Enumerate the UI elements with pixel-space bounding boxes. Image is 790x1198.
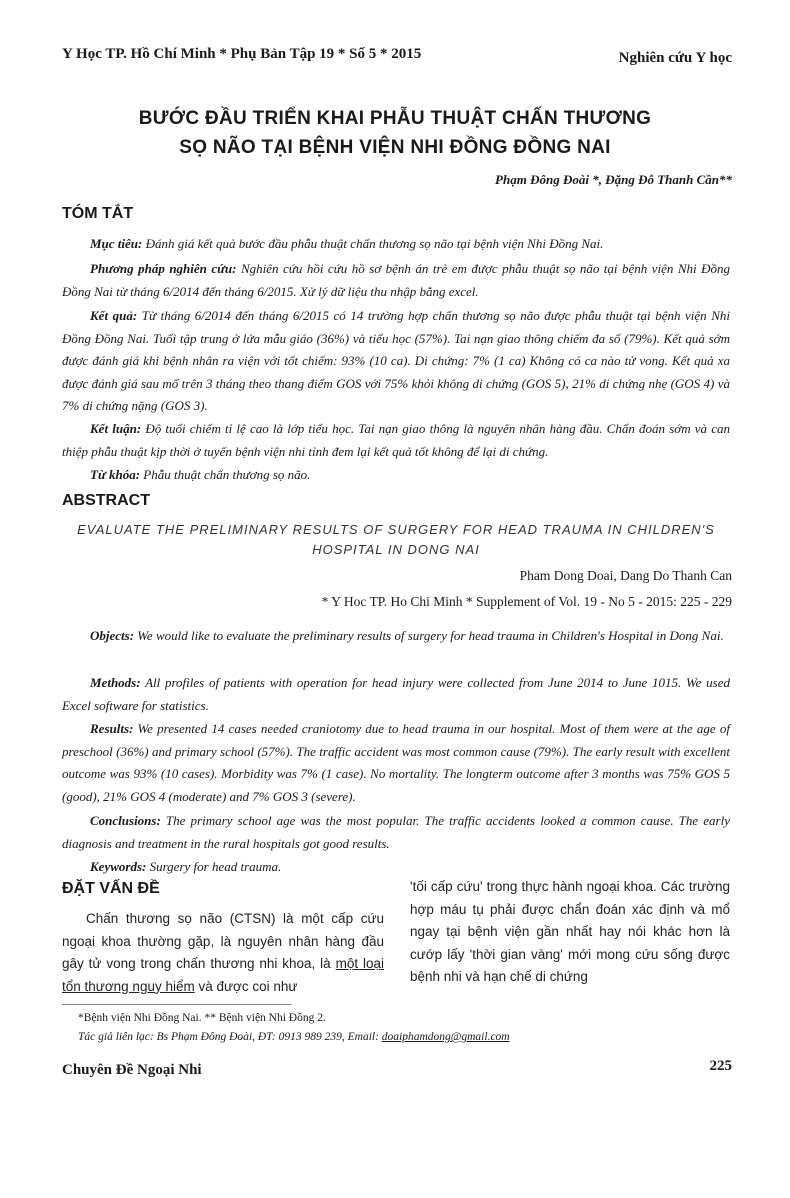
en-conclusions-text: The primary school age was the most popular. The traffic accidents looked a common cause. The early diagnosis and treatment in the rural hospitals got good results. — [62, 813, 730, 851]
vi-results-label: Kết quả: — [90, 308, 138, 323]
en-authors: Pham Dong Doai, Dang Do Thanh Can — [519, 568, 732, 583]
en-keywords-label: Keywords: — [90, 859, 147, 874]
paper-title-line-2: SỌ NÃO TẠI BỆNH VIỆN NHI ĐỒNG ĐỒNG NAI — [179, 137, 611, 158]
vi-objective — [62, 233, 730, 256]
en-methods — [62, 672, 730, 717]
vi-keywords — [62, 464, 730, 487]
footnote-divider — [62, 1004, 292, 1005]
en-conclusions — [62, 810, 730, 855]
vi-objective-label: Mục tiêu: — [90, 236, 143, 251]
en-title-line-2: HOSPITAL IN DONG NAI — [312, 542, 480, 557]
en-objects-text: We would like to evaluate the preliminary results of surgery for head trauma in Children's Hospital in Dong Nai. — [134, 628, 724, 643]
vi-methods-text: Nghiên cứu hồi cứu hồ sơ bệnh án trẻ em được phẫu thuật sọ não tại bệnh viện Nhi Đồng Đồng Nai từ tháng 6/2014 đến tháng 6/2015. Xử lý dữ liệu thu nhập bằng excel. — [62, 261, 730, 299]
vi-results-text: Từ tháng 6/2014 đến tháng 6/2015 có 14 trường hợp chấn thương sọ não được phẫu thuật tại bệnh viện Nhi Đồng Đồng Nai. Tuổi tập trung ở lứa mẫu giáo (36%) và tiểu học (57%). Tai nạn giao thông chiếm đa số (79%). Kết quả sớm được đánh giá khi bệnh nhân ra viện với tốt chiếm: 93% (10 ca). Di chứng: 7% (1 ca) Không có ca nào tử vong. Kết quả xa được đánh giá sau mổ trên 3 tháng theo thang điểm GOS với 75% khỏi không di chứng (GOS 5), 21% di chứng nhẹ (GOS 4) và 7% di chứng nặng (GOS 3). — [62, 308, 730, 413]
en-methods-label: Methods: — [90, 675, 141, 690]
en-keywords-text: Surgery for head trauma. — [146, 859, 282, 874]
en-objects — [62, 625, 730, 648]
vi-abstract-heading: TÓM TẮT — [62, 205, 134, 222]
vi-methods-label: Phương pháp nghiên cứu: — [90, 261, 237, 276]
section-header: Nghiên cứu Y học — [618, 50, 732, 66]
email-label: Email: — [347, 1031, 379, 1043]
affiliations-footnote: *Bệnh viện Nhi Đồng Nai. ** Bệnh viện Nhi Đồng 2. — [78, 1012, 326, 1024]
vi-keywords-text: Phẫu thuật chấn thương sọ não. — [140, 467, 311, 482]
en-results — [62, 718, 730, 808]
contact-text: Bs Phạm Đông Đoài, ĐT: 0913 989 239, — [153, 1031, 348, 1043]
vi-conclusion-text: Độ tuổi chiếm tỉ lệ cao là lớp tiểu học. Tai nạn giao thông là nguyên nhân hàng đầu. Chẩn đoán sớm và can thiệp phẫu thuật kịp thời ở tuyến bệnh viện nhi tỉnh đem lại kết quả tốt không để lại di chứng. — [62, 421, 730, 459]
intro-left-text-underlined: một loại tổn thương nguy hiểm — [62, 956, 385, 994]
en-conclusions-label: Conclusions: — [90, 813, 161, 828]
contact-footnote — [78, 1031, 510, 1043]
page-number: 225 — [709, 1058, 732, 1074]
en-results-label: Results: — [90, 721, 134, 736]
email-link[interactable]: doaiphamdong@gmail.com — [381, 1031, 510, 1043]
vi-results — [62, 305, 730, 418]
vi-conclusion — [62, 418, 730, 463]
intro-heading: ĐẶT VẤN ĐỀ — [62, 880, 160, 897]
vi-methods — [62, 258, 730, 303]
en-methods-text: All profiles of patients with operation for head injury were collected from June 2014 to June 1015. We used Excel software for statistics. — [62, 675, 730, 713]
en-objects-label: Objects: — [90, 628, 135, 643]
vi-conclusion-label: Kết luận: — [90, 421, 142, 436]
intro-left-text-c: và được coi như — [194, 978, 298, 994]
intro-left-text-a: Chấn thương sọ não (CTSN) là một cấp cứu ngoại khoa thường gặp, là nguyên nhân hàng đầu gây tử vong trong chấn thương nhi khoa, là — [62, 911, 384, 971]
en-title-line-1: EVALUATE THE PRELIMINARY RESULTS OF SURGERY FOR HEAD TRAUMA IN CHILDREN'S — [77, 522, 715, 537]
en-results-text: We presented 14 cases needed craniotomy due to head trauma in our hospital. Most of them were at the age of preschool (36%) and primary school (57%). The traffic accident was most common cause (79%). The early result with excellent outcome was 93% (10 cases). Morbidity was 7% (1 case). No mortality. The longterm outcome after 3 months was 75% GOS 5 (good), 21% GOS 4 (moderate) and 7% GOS 3 (severe). — [62, 721, 730, 804]
journal-header: Y Học TP. Hồ Chí Minh * Phụ Bản Tập 19 * Số 5 * 2015 — [62, 46, 422, 62]
footer-title: Chuyên Đề Ngoại Nhi — [62, 1062, 202, 1078]
intro-left-column — [62, 908, 384, 998]
authors: Phạm Đông Đoài *, Đặng Đỗ Thanh Cần** — [495, 172, 732, 187]
vi-objective-text: Đánh giá kết quả bước đầu phẫu thuật chấn thương sọ não tại bệnh viện Nhi Đồng Nai. — [142, 236, 604, 251]
vi-keywords-label: Từ khóa: — [90, 467, 141, 482]
intro-right-column: 'tối cấp cứu' trong thực hành ngoại khoa. Các trường hợp máu tụ phải được chẩn đoán xác định và mổ ngay tại bệnh viện gần nhất hay nói khác hơn là cướp lấy 'thời gian vàng' mới mong cứu sống được bệnh nhi và hạn chế di chứng — [410, 879, 730, 984]
en-citation: * Y Hoc TP. Ho Chi Minh * Supplement of Vol. 19 - No 5 - 2015: 225 - 229 — [321, 594, 732, 609]
contact-label: Tác giả liên lạc: — [78, 1031, 154, 1043]
en-abstract-heading: ABSTRACT — [62, 492, 150, 509]
paper-title-line-1: BƯỚC ĐẦU TRIỂN KHAI PHẪU THUẬT CHẤN THƯƠNG — [138, 108, 652, 129]
